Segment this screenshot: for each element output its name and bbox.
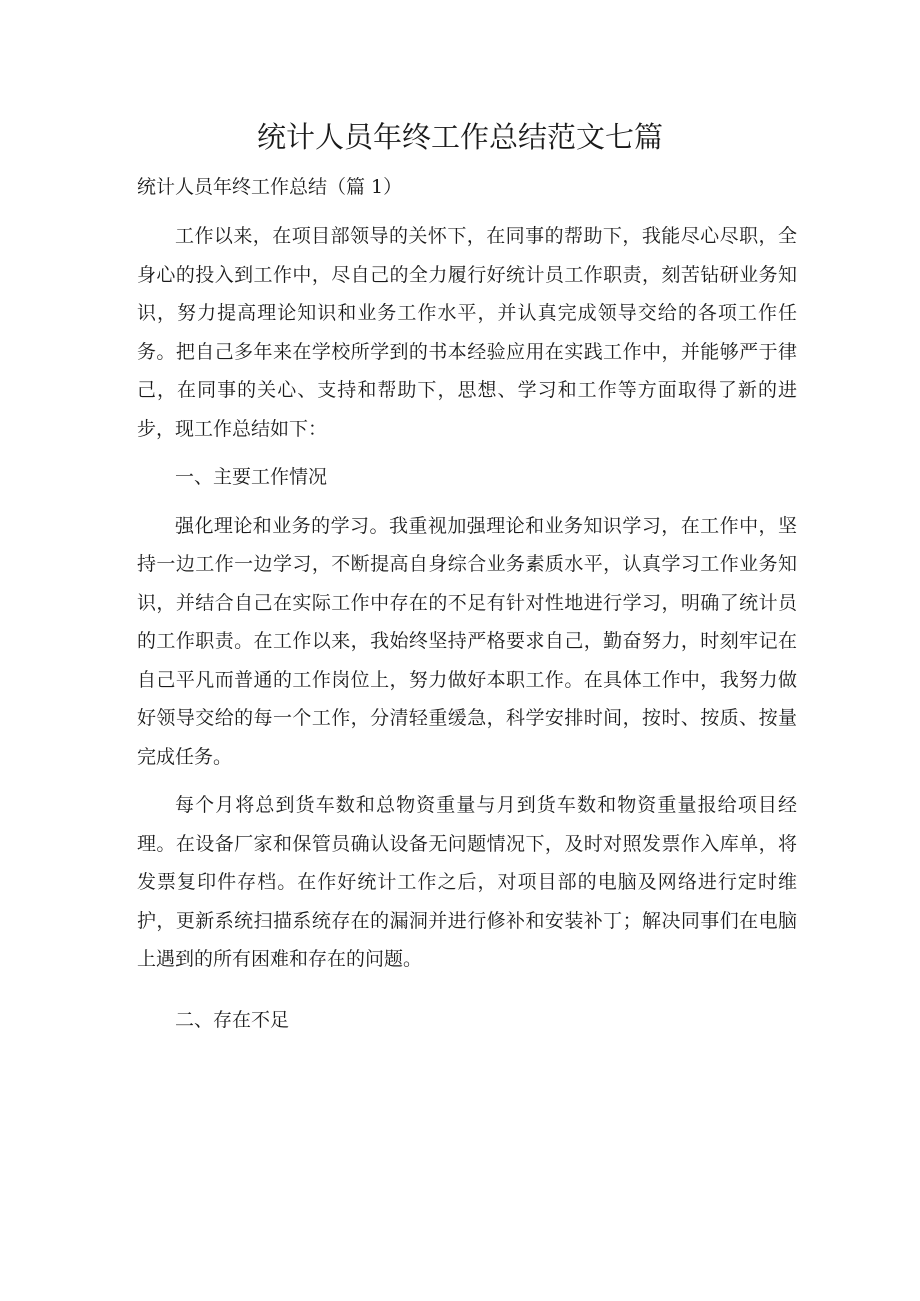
heading-main-work: 一、主要工作情况 [175,466,328,488]
section-subtitle: 统计人员年终工作总结（篇 1） [137,176,403,198]
heading-shortcomings: 二、存在不足 [175,1008,290,1031]
document-title: 统计人员年终工作总结范文七篇 [256,120,663,154]
paragraph-intro: 工作以来，在项目部领导的关怀下，在同事的帮助下，我能尽心尽职，全身心的投入到工作中，尽自己的全力履行好统计员工作职责，刻苦钻研业务知识，努力提高理论知识和业务工作水平，并认真完成领导交给的各项工作任务。把自己多年来在学校所学到的书本经验应用在实践工作中，并能够严于律己，在同事的关心、支持和帮助下，思想、学习和工作等方面取得了新的进步，现工作总结如下： [137,225,797,440]
document-body [137,217,797,1049]
paragraph-monthly-report: 每个月将总到货车数和总物资重量与月到货车数和物资重量报给项目经理。在设备厂家和保管员确认设备无问题情况下，及时对照发票作入库单，将发票复印件存档。在作好统计工作之后，对项目部的电脑及网络进行定时维护，更新系统扫描系统存在的漏洞并进行修补和安装补丁；解决同事们在电脑上遇到的所有困难和存在的问题。 [137,794,797,970]
paragraph-study: 强化理论和业务的学习。我重视加强理论和业务知识学习，在工作中，坚持一边工作一边学习，不断提高自身综合业务素质水平，认真学习工作业务知识，并结合自己在实际工作中存在的不足有针对性地进行学习，明确了统计员的工作职责。在工作以来，我始终坚持严格要求自己，勤奋努力，时刻牢记在自己平凡而普通的工作岗位上，努力做好本职工作。在具体工作中，我努力做好领导交给的每一个工作，分清轻重缓急，科学安排时间，按时、按质、按量完成任务。 [137,514,797,768]
